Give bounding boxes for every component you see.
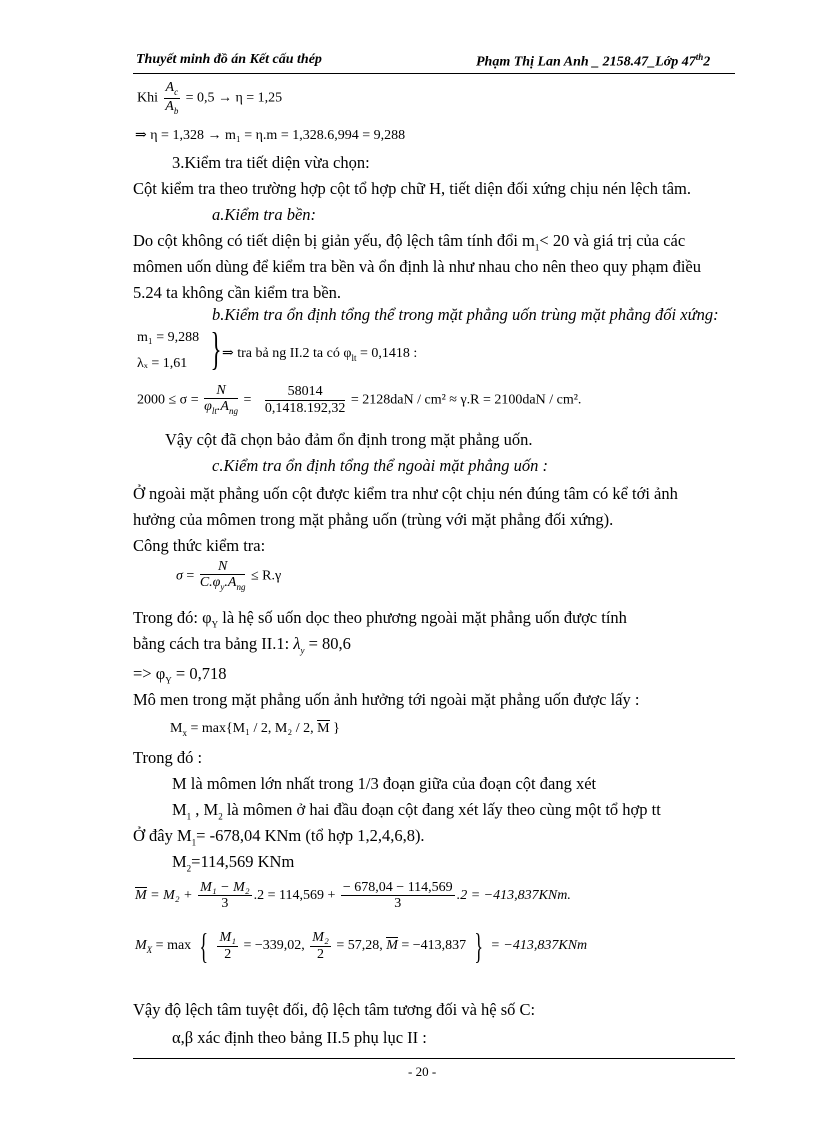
check-formula: σ = $\frac{N}{C.\varphi_y.A_{ng}}$ ≤ R.γ: [176, 559, 282, 593]
paragraph-1: Cột kiểm tra theo trường hợp cột tổ hợp chữ H, tiết diện đối xứng chịu nén lệch tâm.: [133, 179, 691, 198]
paragraph-6-line-2: bằng cách tra bảng II.1: $\lambda_y = 80,6$: [133, 634, 351, 656]
brace-m1: m₁ = 9,288: [137, 330, 200, 345]
section-c-heading: c.Kiểm tra ổn định tổng thể ngoài mặt phẳng uốn :: [212, 456, 548, 475]
paragraph-14: Vậy độ lệch tâm tuyệt đối, độ lệch tâm tương đối và hệ số C:: [133, 1000, 536, 1019]
brace-lambda-x: λₓ = 1,61: [137, 356, 188, 371]
footer-rule: [133, 1058, 735, 1059]
paragraph-9: Trong đó :: [133, 748, 203, 767]
brace-result: ⇒ tra bả ng II.2 ta có $\varphi_{lt} = 0,1418$ :: [222, 346, 418, 363]
header-left: Thuyết minh đồ án Kết cấu thép: [136, 52, 322, 67]
paragraph-4-line-1: Ở ngoài mặt phẳng uốn cột được kiểm tra như cột chịu nén đúng tâm có kể tới ảnh: [133, 484, 678, 503]
paragraph-4-line-2: hưởng của mômen trong mặt phẳng uốn (trùng với mặt phẳng đối xứng).: [133, 510, 614, 529]
section-a-heading: a.Kiểm tra bền:: [212, 205, 317, 224]
section-3-heading: 3.Kiểm tra tiết diện vừa chọn:: [172, 153, 370, 172]
paragraph-7: => $\varphi_Y = 0,718$: [133, 664, 227, 686]
sigma-equation: 2000 ≤ σ = $\frac{N}{\varphi_{lt}.A_{ng}}$ = $\frac{58014}{0,1418.192,32}$ = 2128daN / cm² ≈ γ.R = 2100daN / cm².: [137, 383, 582, 417]
paragraph-2-line-2: mômen uốn dùng để kiểm tra bền và ổn định là như nhau cho nên theo quy phạm điều: [133, 257, 701, 276]
paragraph-8: Mô men trong mặt phẳng uốn ảnh hưởng tới ngoài mặt phẳng uốn được lấy :: [133, 690, 640, 709]
eta-equation: ⇒ η = 1,328 → m₁ = η.m = 1,328.6,994 = 9,288: [135, 128, 406, 143]
mx-definition: $M_x = \max\{M_1 / 2$, M₂ / 2, M }: [170, 721, 340, 738]
paragraph-15: α,β xác định theo bảng II.5 phụ lục II :: [172, 1028, 427, 1047]
right-brace: }: [210, 323, 222, 374]
mx-max-equation: $M_X = \max$ { $\frac{\text{M₁}}{2}$ = −339,02, $\frac{\text{M₂}}{2}$ = 57,28, M = −413,837 } = −413,837KNm: [135, 926, 588, 966]
paragraph-6-line-1: Trong đó: $\varphi_Y$ là hệ số uốn dọc theo phương ngoài mặt phẳng uốn được tính: [133, 608, 627, 630]
khi-equation: Khi $\frac{A_c}{A_b}$ = 0,5 → η = 1,25: [137, 80, 283, 116]
paragraph-10: M là mômen lớn nhất trong 1/3 đoạn giữa của đoạn cột đang xét: [172, 774, 597, 793]
header-right: Phạm Thị Lan Anh _ 2158.47_Lớp 47th2: [476, 52, 711, 70]
section-b-heading: b.Kiểm tra ổn định tổng thể trong mặt phẳng uốn trùng mặt phẳng đối xứng:: [212, 305, 719, 324]
paragraph-13: $M_2=114,569$ KNm: [172, 852, 295, 874]
page-number: - 20 -: [408, 1064, 437, 1079]
paragraph-12: Ở đây $M_1= -678,04$ KNm (tổ hợp 1,2,4,6,8).: [133, 826, 425, 848]
paragraph-11: $M_1$ , $M_2$ là mômen ở hai đầu đoạn cột đang xét lấy theo cùng một tổ hợp tt: [172, 800, 661, 822]
paragraph-3: Vậy cột đã chọn bảo đảm ổn định trong mặt phẳng uốn.: [165, 430, 533, 449]
paragraph-2-line-1: Do cột không có tiết diện bị giản yếu, độ lệch tâm tính đổi $m_1< 20$ và giá trị của các: [133, 231, 686, 253]
mbar-equation: M = M₂ + $\frac{\text{M₁ − M₂}}{3}$ .2 = 114,569 + $\frac{- 678,04 - 114,569}{3}$ .2 = −413,837KNm.: [135, 880, 571, 912]
paragraph-2-line-3: 5.24 ta không cần kiểm tra bền.: [133, 283, 342, 302]
paragraph-5: Công thức kiểm tra:: [133, 536, 266, 555]
header-rule: [133, 73, 735, 74]
